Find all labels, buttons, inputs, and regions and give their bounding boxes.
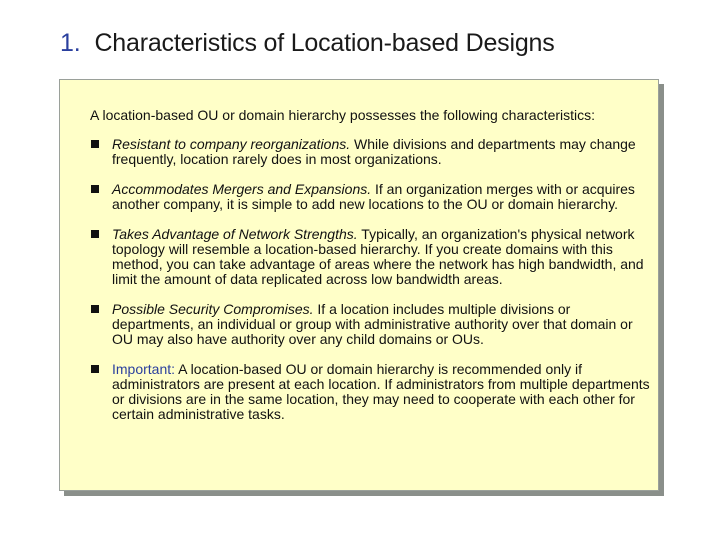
square-bullet-icon xyxy=(91,140,99,148)
slide-number: 1. xyxy=(60,29,81,57)
item-text: A location-based OU or domain hierarchy is recommended only if administrators are present at each location. If administrators from multiple departments or divisions are in the same location, they may need to cooperate with each other for certain administrative tasks. xyxy=(112,361,650,422)
content-box xyxy=(59,79,659,491)
content-body xyxy=(90,108,650,437)
item-heading: Accommodates Mergers and Expansions. xyxy=(112,181,372,197)
square-bullet-icon xyxy=(91,305,99,313)
item-text: If an organization merges with or acquires another company, it is simple to add new locations to the OU or domain hierarchy. xyxy=(112,181,635,212)
square-bullet-icon xyxy=(91,185,99,193)
list-item xyxy=(90,137,650,167)
slide-title xyxy=(60,29,555,58)
item-heading: Takes Advantage of Network Strengths. xyxy=(112,226,358,242)
list-item xyxy=(90,182,650,212)
item-text: If a location includes multiple divisions or departments, an individual or group with administrative authority over that domain or OU may also have authority over any child domains or OUs. xyxy=(112,301,633,347)
list-item xyxy=(90,302,650,347)
square-bullet-icon xyxy=(91,365,99,373)
item-heading: Possible Security Compromises. xyxy=(112,301,314,317)
slide-title-text: Characteristics of Location-based Designs xyxy=(94,29,555,57)
item-heading: Resistant to company reorganizations. xyxy=(112,136,351,152)
intro-paragraph: A location-based OU or domain hierarchy possesses the following characteristics: xyxy=(90,107,596,123)
item-text: Typically, an organization's physical network topology will resemble a location-based hierarchy. If you create domains with this method, you can take advantage of areas where the network has high bandwidth, and limit the amount of data replicated across low bandwidth areas. xyxy=(112,226,644,287)
list-item xyxy=(90,227,650,287)
important-label: Important: xyxy=(112,361,176,377)
list-item xyxy=(90,362,650,422)
square-bullet-icon xyxy=(91,230,99,238)
item-text: While divisions and departments may change frequently, location rarely does in most organizations. xyxy=(112,136,636,167)
